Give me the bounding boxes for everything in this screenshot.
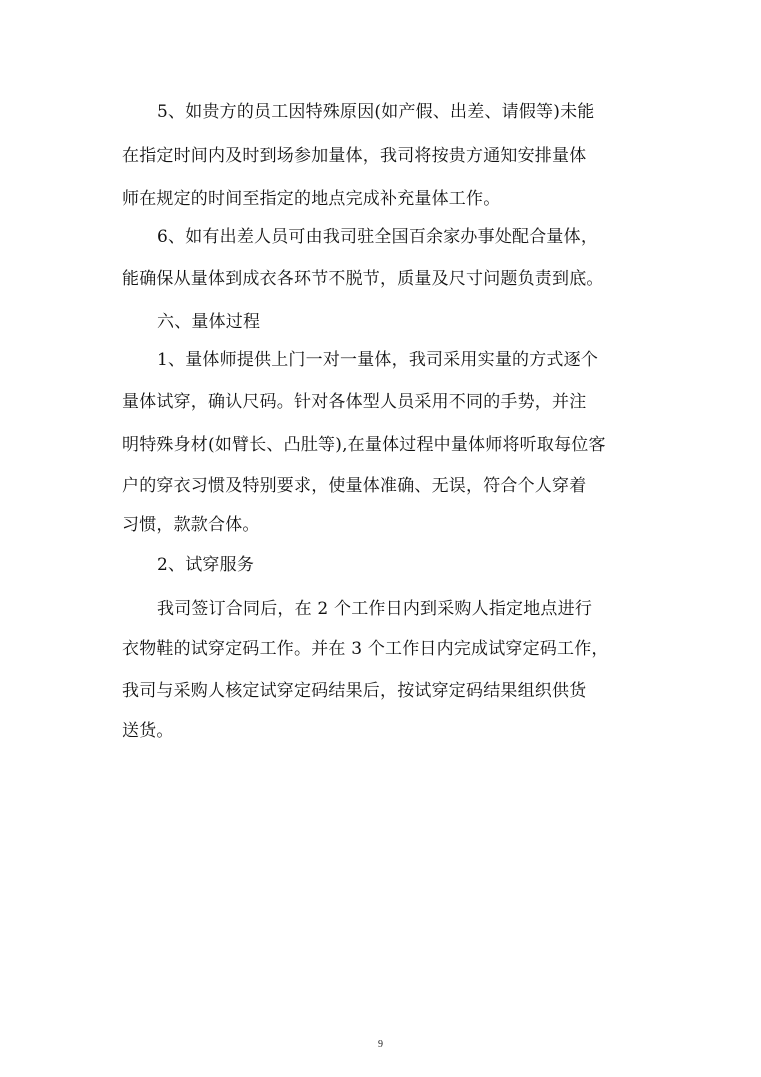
- page-number: 9: [378, 1039, 383, 1050]
- paragraph-fitting-line-1: 我司签订合同后，在 2 个工作日内到采购人指定地点进行: [157, 599, 593, 619]
- section-heading-measurement-process: 六、量体过程: [157, 312, 261, 332]
- paragraph-5-line-2: 在指定时间内及时到场参加量体，我司将按贵方通知安排量体: [122, 146, 587, 166]
- paragraph-6-line-2: 能确保从量体到成衣各环节不脱节，质量及尺寸问题负责到底。: [122, 269, 604, 289]
- paragraph-fitting-line-4: 送货。: [122, 721, 174, 741]
- paragraph-1-line-2: 量体试穿，确认尺码。针对各体型人员采用不同的手势，并注: [122, 392, 587, 412]
- paragraph-1-line-3: 明特殊身材(如臂长、凸肚等),在量体过程中量体师将听取每位客: [122, 435, 606, 455]
- paragraph-1-line-5: 习惯，款款合体。: [122, 515, 260, 535]
- subheading-fitting-service: 2、试穿服务: [157, 555, 255, 575]
- paragraph-1-line-1: 1、量体师提供上门一对一量体，我司采用实量的方式逐个: [157, 350, 599, 370]
- paragraph-6-line-1: 6、如有出差人员可由我司驻全国百余家办事处配合量体，: [157, 227, 599, 247]
- paragraph-5-line-3: 师在规定的时间至指定的地点完成补充量体工作。: [122, 189, 501, 209]
- paragraph-1-line-4: 户的穿衣习惯及特别要求，使量体准确、无误，符合个人穿着: [122, 476, 587, 496]
- paragraph-fitting-line-2: 衣物鞋的试穿定码工作。并在 3 个工作日内完成试穿定码工作，: [122, 639, 609, 659]
- paragraph-5-line-1: 5、如贵方的员工因特殊原因(如产假、出差、请假等)未能: [157, 102, 595, 122]
- paragraph-fitting-line-3: 我司与采购人核定试穿定码结果后，按试穿定码结果组织供货: [122, 681, 587, 701]
